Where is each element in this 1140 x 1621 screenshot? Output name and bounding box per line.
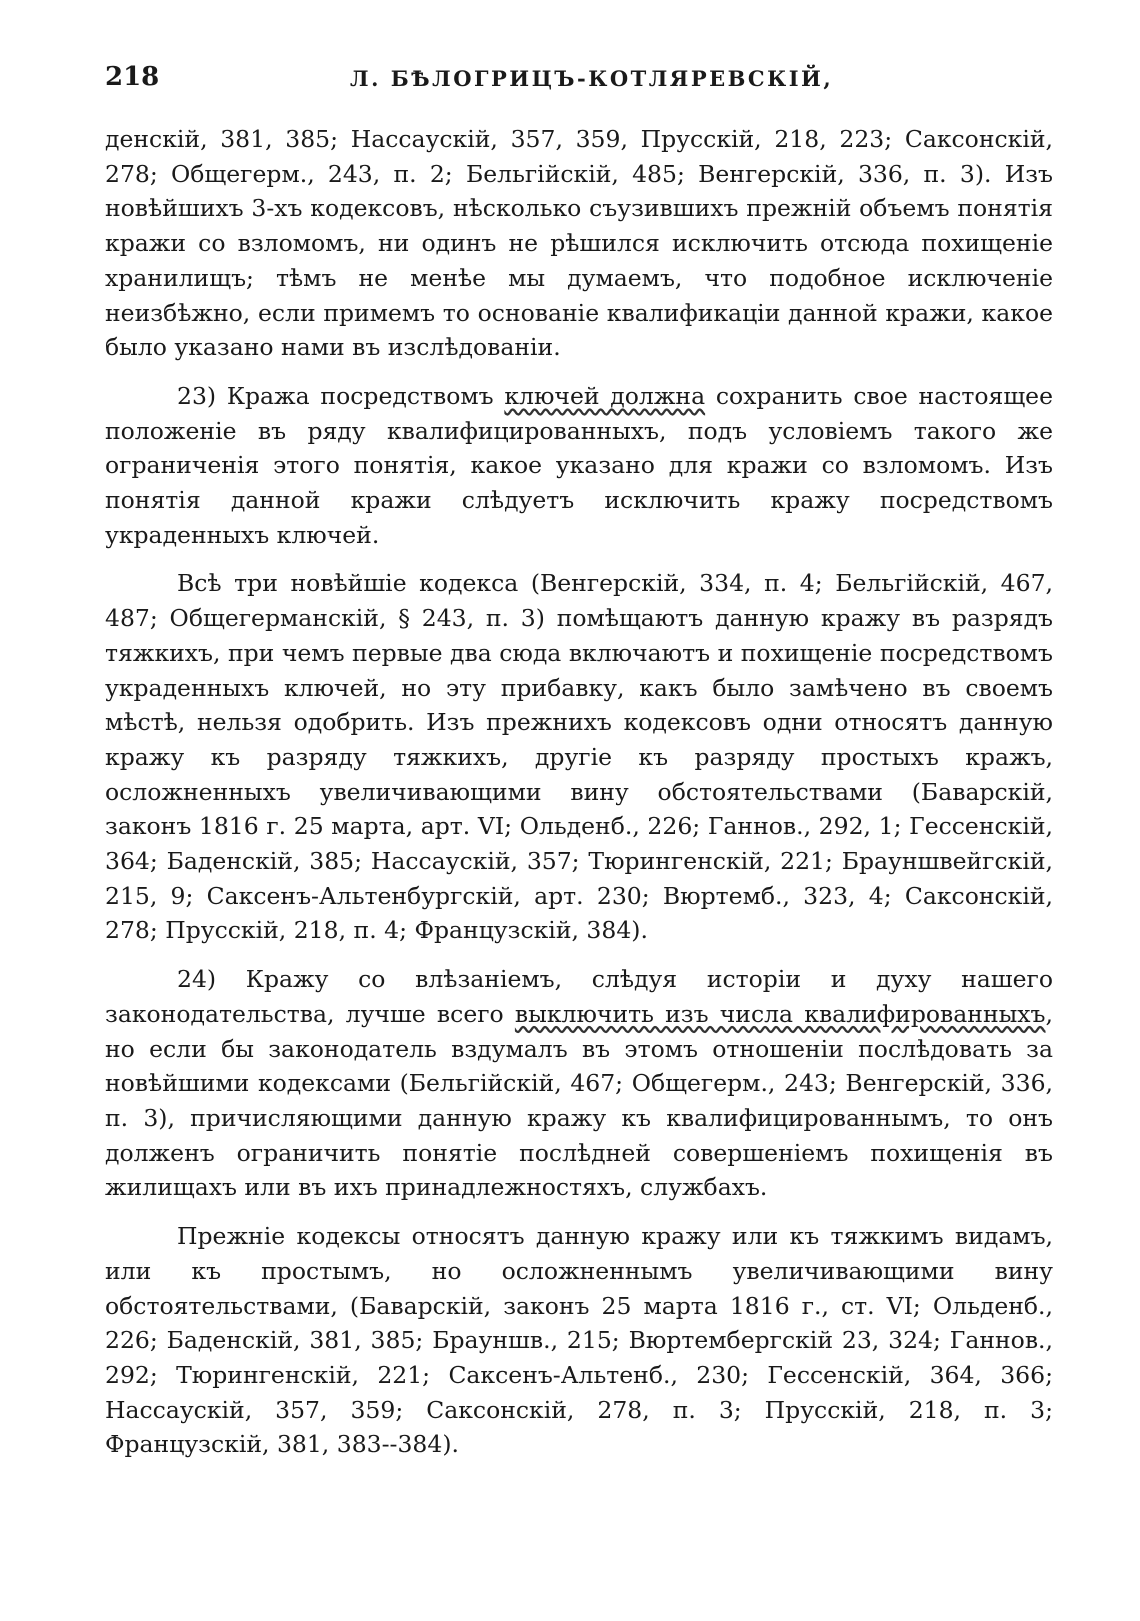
paragraph-23-rest: сохранить свое настоящее положеніе въ ряду квалифицированныхъ, подъ условіемъ такого же ограниченія этого понятія, какое указано для кражи со взломомъ. Изъ понятія данной кражи слѣдуетъ исключить кражу посредствомъ украденныхъ ключей. (105, 381, 1053, 549)
paragraph-24-rest: , но если бы законодатель вздумалъ въ этомъ отношеніи послѣдовать за новѣйшими кодексами (Бельгійскій, 467; Общегерм., 243; Венгерскій, 336, п. 3), причисляющими данную кражу къ квалифицированнымъ, то онъ долженъ ограничить понятіе послѣдней совершеніемъ похищенія въ жилищахъ или въ ихъ принадлежностяхъ, службахъ. (105, 999, 1053, 1202)
paragraph-codices-keys: Всѣ три новѣйшіе кодекса (Венгерскій, 334, п. 4; Бельгійскій, 467, 487; Общегерманскій, § 243, п. 3) помѣщаютъ данную кражу въ разрядъ тяжкихъ, при чемъ первые два сюда включаютъ и похищеніе посредствомъ украденныхъ ключей, но эту прибавку, какъ было замѣчено въ своемъ мѣстѣ, нельзя одобрить. Изъ прежнихъ кодексовъ одни относятъ данную кражу къ разряду тяжкихъ, другіе къ разряду простыхъ кражъ, осложненныхъ увеличивающими вину обстоятельствами (Баварскій, законъ 1816 г. 25 марта, арт. VI; Ольденб., 226; Ганнов., 292, 1; Гессенскій, 364; Баденскій, 385; Нассаускій, 357; Тюрингенскій, 221; Брауншвейгскій, 215, 9; Саксенъ-Альтенбургскій, арт. 230; Вюртемб., 323, 4; Саксонскій, 278; Прусскій, 218, п. 4; Французскій, 384). (105, 569, 1053, 945)
paragraph-codices-climbing: Прежніе кодексы относятъ данную кражу или къ тяжкимъ видамъ, или къ простымъ, но осложненнымъ увеличивающими вину обстоятельствами, (Баварскій, законъ 25 марта 1816 г., ст. VI; Ольденб., 226; Баденскій, 381, 385; Брауншв., 215; Вюртембергскій 23, 324; Ганнов., 292; Тюрингенскій, 221; Саксенъ-Альтенб., 230; Гессенскій, 364, 366; Нассаускій, 357, 359; Саксонскій, 278, п. 3; Прусскій, 218, п. 3; Французскій, 381, 383--384). (105, 1222, 1053, 1459)
paragraph-24-lead: 24) Кражу со влѣзаніемъ, слѣдуя исторіи и духу нашего законодательства, лучше всего (105, 965, 1053, 1028)
underlined-phrase: ключей должна (504, 381, 706, 410)
underlined-phrase: выключить изъ числа квалифированныхъ (514, 999, 1046, 1028)
body-text (105, 122, 1053, 1462)
paragraph-continuation: денскій, 381, 385; Нассаускій, 357, 359, Прусскій, 218, 223; Саксонскій, 278; Общегерм., 243, п. 2; Бельгійскій, 485; Венгерскій, 336, п. 3). Изъ новѣйшихъ 3-хъ кодексовъ, нѣсколько съузившихъ прежній объемъ понятія кражи со взломомъ, ни одинъ не рѣшился исключить отсюда похищеніе хранилищъ; тѣмъ не менѣе мы думаемъ, что подобное исключеніе неизбѣжно, если примемъ то основаніе квалификаціи данной кражи, какое было указано нами въ изслѣдованіи. (105, 125, 1053, 362)
paragraph-23-lead: 23) Кража посредствомъ (177, 381, 505, 410)
page-number: 218 (105, 62, 160, 92)
paragraph-24 (105, 962, 1053, 1205)
running-head: Л. БѢЛОГРИЦЪ-КОТЛЯРЕВСКІЙ, (350, 66, 834, 91)
paragraph-23 (105, 379, 1053, 553)
